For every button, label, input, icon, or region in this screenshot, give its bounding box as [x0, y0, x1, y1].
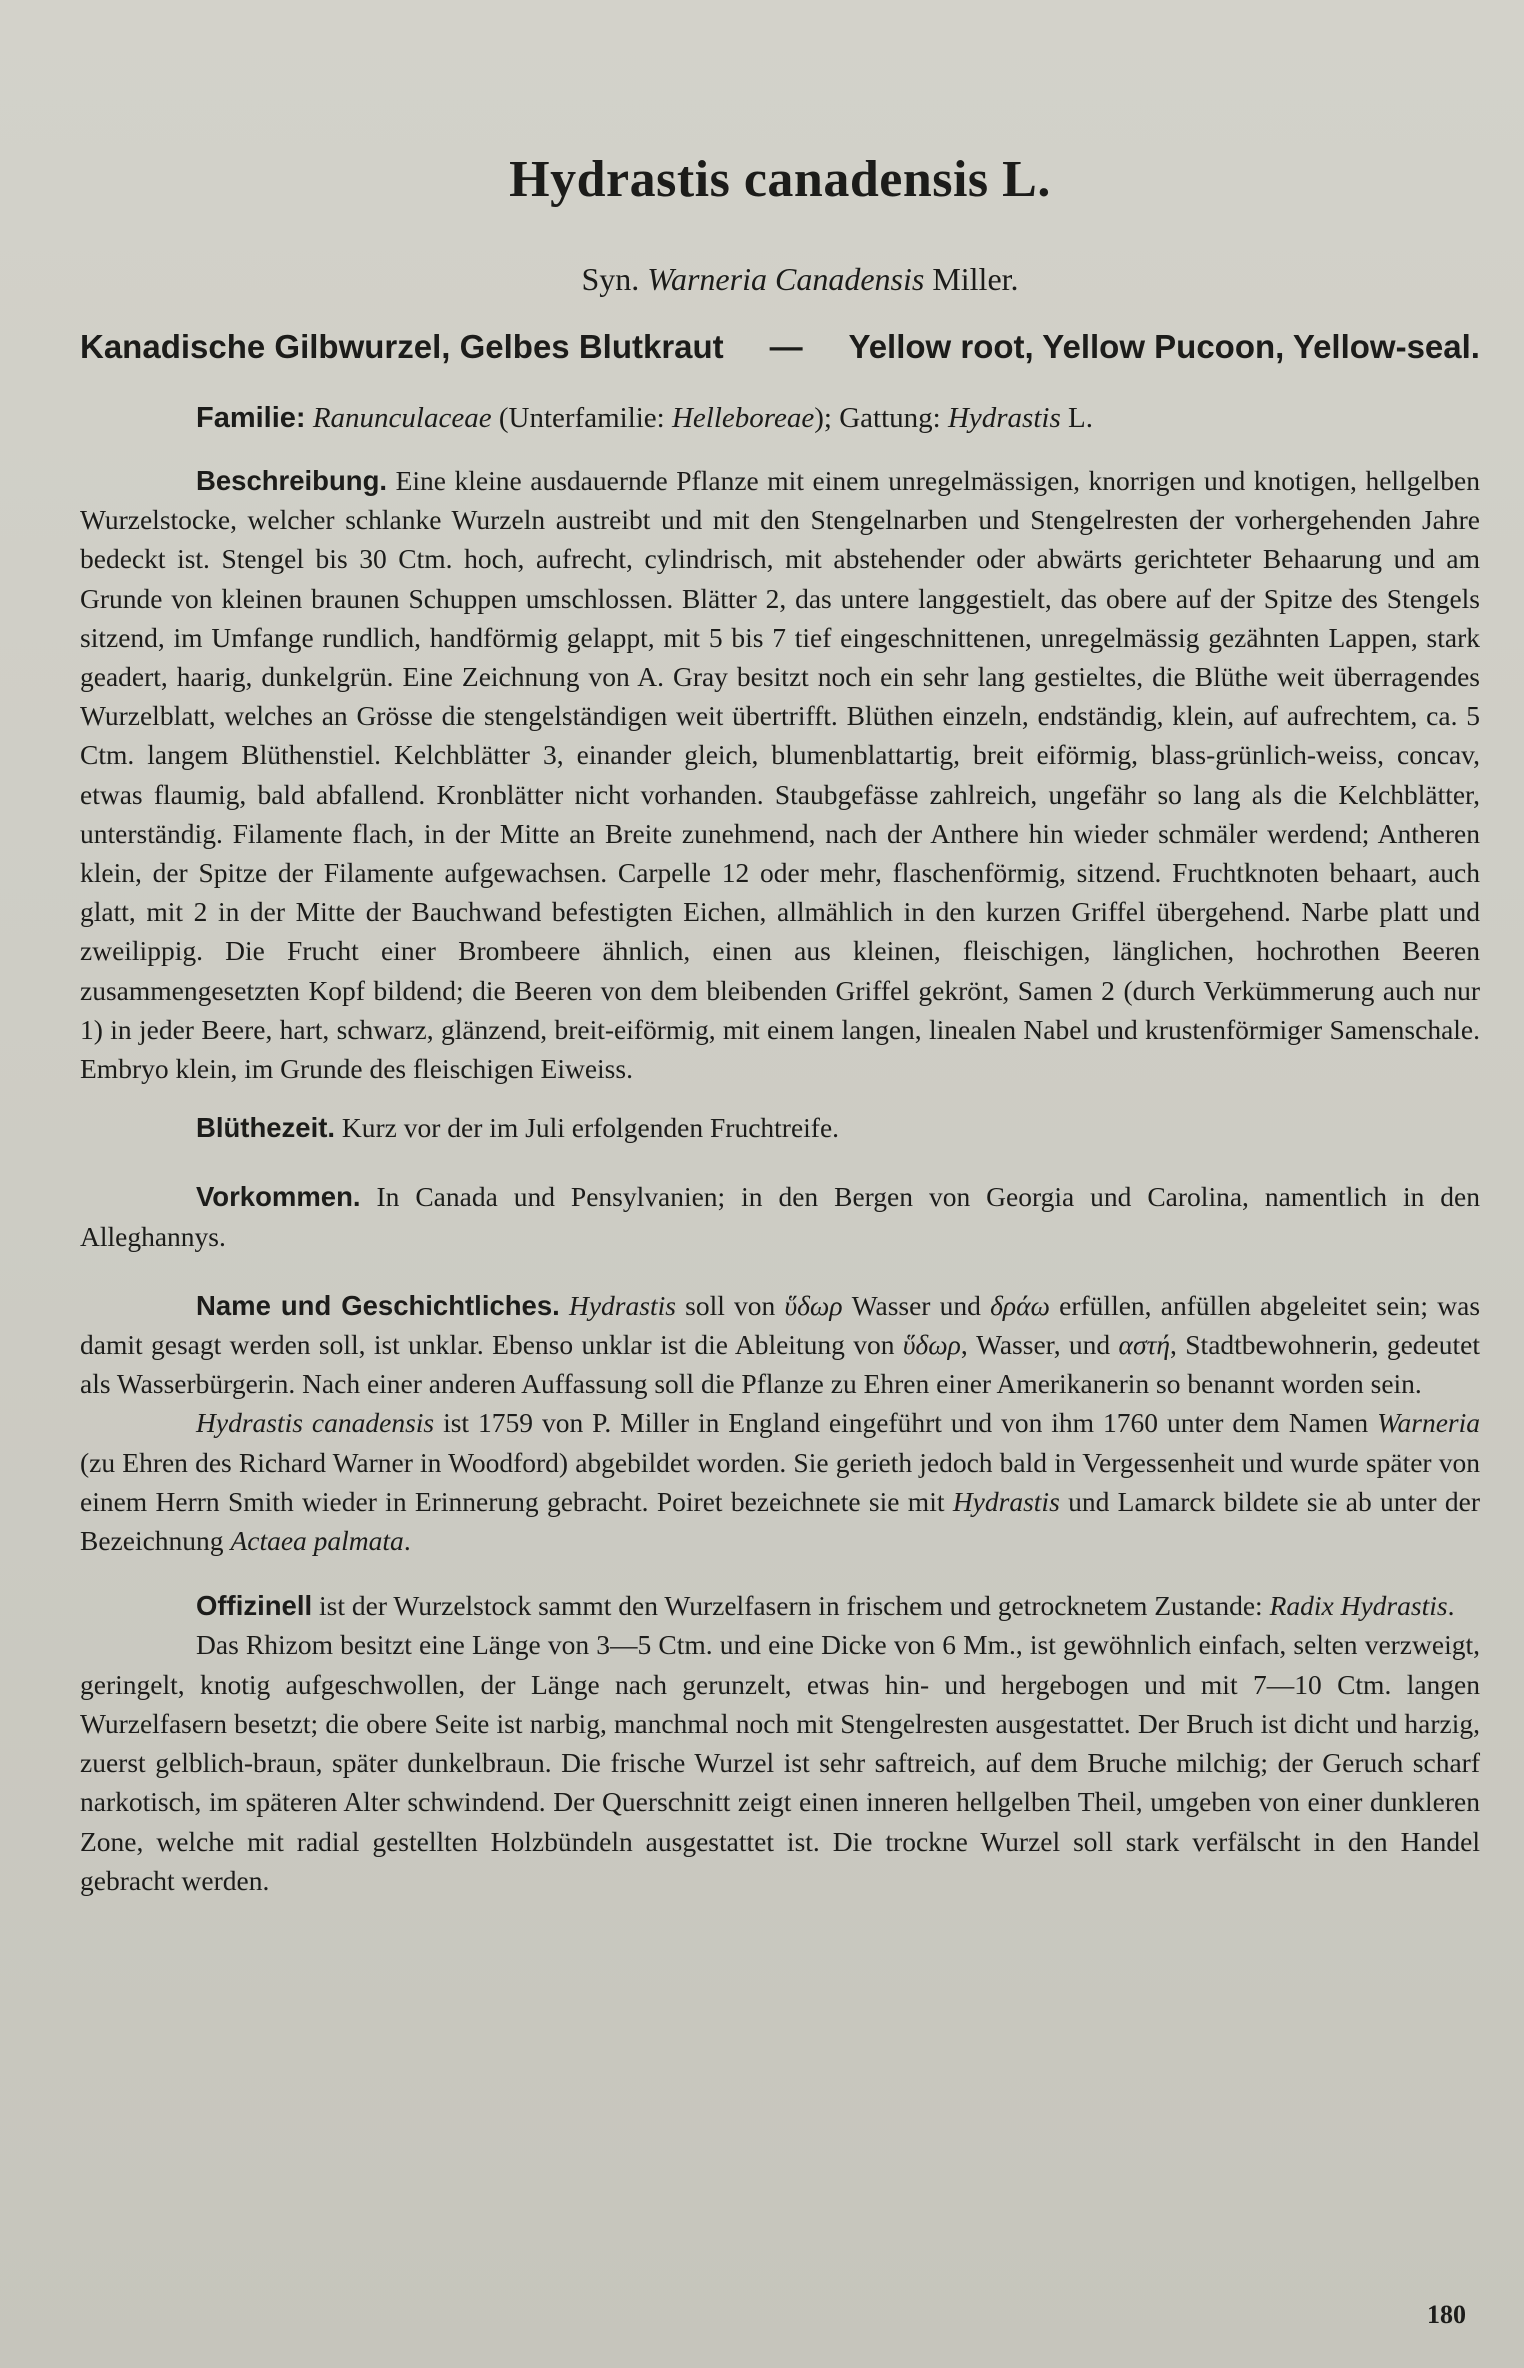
paragraph-offizinell — [80, 1586, 1480, 1625]
section-label: Offizinell — [196, 1590, 313, 1622]
section-label: Blüthezeit. — [196, 1112, 336, 1144]
section-text: , Stadtbewohnerin, gedeutet als Wasserbürgerin. Nach einer anderen Auffassung soll die Pflanze zu Ehren einer Amerikanerin so benannt worden sein. — [80, 1329, 1480, 1400]
section-text: soll von — [675, 1289, 785, 1321]
page-number: 180 — [1427, 2300, 1466, 2329]
subfamily-name: Helleboreae — [671, 402, 815, 434]
synonym-line — [120, 261, 1480, 298]
greek-word: ὕδωρ — [902, 1329, 961, 1361]
section-text: (zu Ehren des Richard Warner in Woodford) abgebildet worden. Sie gerieth jedoch bald in Vergessenheit und wurde später von einem Herrn Smith wieder in Erinnerung gebracht. Poiret bezeichnete sie mit — [80, 1446, 1480, 1517]
common-names — [80, 328, 1480, 366]
section-text: erfüllen, anfüllen abgeleitet sein; was damit gesagt werden soll, ist unklar. Ebenso unklar ist die Ableitung von — [80, 1289, 1481, 1361]
section-text: ist 1759 von P. Miller in England eingeführt und von ihm 1760 unter dem Namen — [434, 1407, 1378, 1439]
paragraph-geschichte-2 — [80, 1403, 1480, 1560]
section-label: Vorkommen. — [196, 1181, 361, 1213]
section-text: , Wasser, und — [960, 1329, 1119, 1361]
page-title: Hydrastis canadensis L. — [509, 151, 1051, 208]
section-text: und Lamarck bildete sie ab unter der Bezeichnung — [80, 1485, 1480, 1557]
greek-word: ὕδωρ — [784, 1289, 843, 1321]
genus-name: Hydrastis — [947, 402, 1061, 434]
german-names: Kanadische Gilbwurzel, Gelbes Blutkraut — [80, 328, 724, 365]
section-text: Wasser und — [842, 1289, 991, 1321]
synonym-name: Warneria Canadensis — [647, 261, 925, 297]
section-label: Name und Geschichtliches. — [196, 1289, 560, 1321]
italic-term: Actaea palmata — [230, 1525, 404, 1557]
section-text: . — [1447, 1590, 1455, 1622]
family-text: ); Gattung: — [814, 402, 948, 434]
paragraph-beschreibung — [80, 461, 1480, 1088]
section-text: Eine kleine ausdauernde Pflanze mit einem unregelmässigen, knorrigen und knotigen, hellgelben Wurzelstocke, welcher schlanke Wurzeln austreibt und mit den Stengelnarben und Stengelresten der vorhergehenden Jahre bedeckt ist. Stengel bis 30 Ctm. hoch, aufrecht, cylindrisch, mit abstehender oder abwärts gerichteter Behaarung und am Grunde von kleinen braunen Schuppen umschlossen. Blätter 2, das untere langgestielt, das obere auf der Spitze des Stengels sitzend, im Umfange rundlich, handförmig gelappt, mit 5 bis 7 tief eingeschnittenen, unregelmässig gezähnten Lappen, stark geadert, haarig, dunkelgrün. Eine Zeichnung von A. Gray besitzt noch ein sehr lang gestieltes, die Blüthe weit überragendes Wurzelblatt, welches an Grösse die stengelständigen weit übertrifft. Blüthen einzeln, endständig, klein, auf aufrechtem, ca. 5 Ctm. langem Blüthenstiel. Kelchblätter 3, einander gleich, blumenblattartig, breit eiförmig, blass-grünlich-weiss, concav, etwas flaumig, bald abfallend. Kronblätter nicht vorhanden. Staubgefässe zahlreich, ungefähr so lang als die Kelchblätter, unterständig. Filamente flach, in der Mitte an Breite zunehmend, nach der Anthere hin wieder schmäler werdend; Antheren klein, der Spitze der Filamente aufgewachsen. Carpelle 12 oder mehr, flaschenförmig, sitzend. Fruchtknoten behaart, auch glatt, mit 2 in der Mitte der Bauchwand befestigten Eichen, allmählich in den kurzen Griffel übergehend. Narbe platt und zweilippig. Die Frucht einer Brombeere ähnlich, einen aus kleinen, fleischigen, länglichen, hochrothen Beeren zusammengesetzten Kopf bildend; die Beeren von dem bleibenden Griffel gekrönt, Samen 2 (durch Verkümmerung auch nur 1) in jeder Beere, hart, schwarz, glänzend, breit-eiförmig, mit einem langen, linealen Nabel und krustenförmiger Samenschale. Embryo klein, im Grunde des fleischigen Eiweiss. — [80, 465, 1480, 1085]
genus-author: L. — [1060, 402, 1093, 434]
section-text: ist der Wurzelstock sammt den Wurzelfasern in frischem und getrocknetem Zustande: — [312, 1590, 1270, 1622]
synonym-prefix: Syn. — [581, 261, 640, 297]
family-line — [196, 402, 1480, 435]
family-name: Ranunculaceae — [312, 402, 492, 434]
paragraph-name-geschichte — [80, 1286, 1480, 1404]
italic-term: Radix Hydrastis — [1269, 1590, 1448, 1622]
section-label: Beschreibung. — [196, 465, 388, 496]
italic-term: Hydrastis — [568, 1289, 676, 1321]
paragraph-vorkommen — [80, 1177, 1480, 1255]
family-text: (Unterfamilie: — [491, 402, 672, 434]
section-text: Kurz vor der im Juli erfolgenden Fruchtreife. — [335, 1112, 840, 1144]
synonym-author: Miller. — [932, 261, 1019, 297]
family-label: Familie: — [196, 402, 306, 434]
paragraph-bluethezeit — [80, 1108, 1480, 1147]
italic-term: Hydrastis canadensis — [196, 1407, 435, 1439]
section-text: In Canada und Pensylvanien; in den Bergen von Georgia und Carolina, namentlich in den Alleghannys. — [80, 1181, 1480, 1252]
section-text: Das Rhizom besitzt eine Länge von 3—5 Ctm. und eine Dicke von 6 Mm., ist gewöhnlich einfach, selten verzweigt, geringelt, knotig aufgeschwollen, der Länge nach gerunzelt, etwas hin- und hergebogen und mit 7—10 Ctm. langen Wurzelfasern besetzt; die obere Seite ist narbig, manchmal noch mit Stengelresten ausgestattet. Der Bruch ist dicht und harzig, zuerst gelblich-braun, später dunkelbraun. Die frische Wurzel ist sehr saftreich, auf dem Bruche milchig; der Geruch scharf narkotisch, im späteren Alter schwindend. Der Querschnitt zeigt einen inneren hellgelben Theil, umgeben von einer dunkleren Zone, welche mit radial gestellten Holzbündeln ausgestattet ist. Die trockne Wurzel soll stark verfälscht in den Handel gebracht werden. — [80, 1629, 1480, 1896]
names-dash: — — [769, 328, 803, 365]
section-text: . — [403, 1525, 411, 1557]
english-names: Yellow root, Yellow Pucoon, Yellow-seal. — [848, 328, 1480, 365]
greek-word: αστή — [1118, 1329, 1171, 1361]
paragraph-rhizom — [80, 1625, 1480, 1899]
greek-word: δράω — [990, 1289, 1050, 1321]
italic-term: Hydrastis — [952, 1485, 1060, 1517]
italic-term: Warneria — [1377, 1407, 1480, 1439]
